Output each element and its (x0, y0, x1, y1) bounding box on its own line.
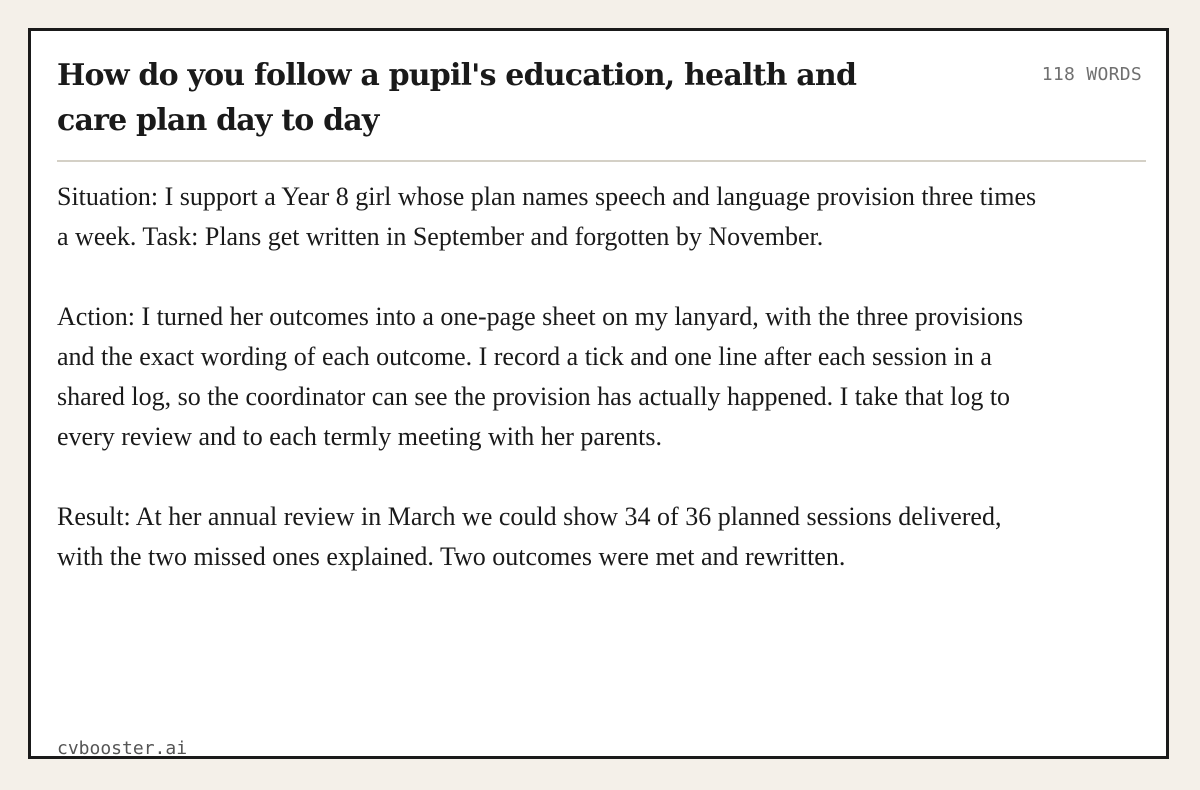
brand-footer: cvbooster.ai (57, 738, 188, 759)
action-paragraph: Action: I turned her outcomes into a one-page sheet on my lanyard, with the three provisions and the exact wording of each outcome. I record a tick and one line after each session in a shared log, so the coordinator can see the provision has actually happened. I take that log to every review and to each termly meeting with her parents. (57, 302, 1024, 451)
question-title: How do you follow a pupil's education, health and care plan day to day (57, 58, 857, 138)
header-divider (57, 160, 1146, 162)
situation-paragraph: Situation: I support a Year 8 girl whose plan names speech and language provision three times a week. Task: Plans get written in September and forgotten by November. (57, 182, 1037, 251)
answer-card (28, 28, 1169, 759)
result-paragraph: Result: At her annual review in March we could show 34 of 36 planned sessions delivered, with the two missed ones explained. Two outcomes were met and rewritten. (57, 502, 1002, 571)
word-count-label: 118 WORDS (1041, 64, 1142, 85)
answer-body (57, 177, 1037, 617)
